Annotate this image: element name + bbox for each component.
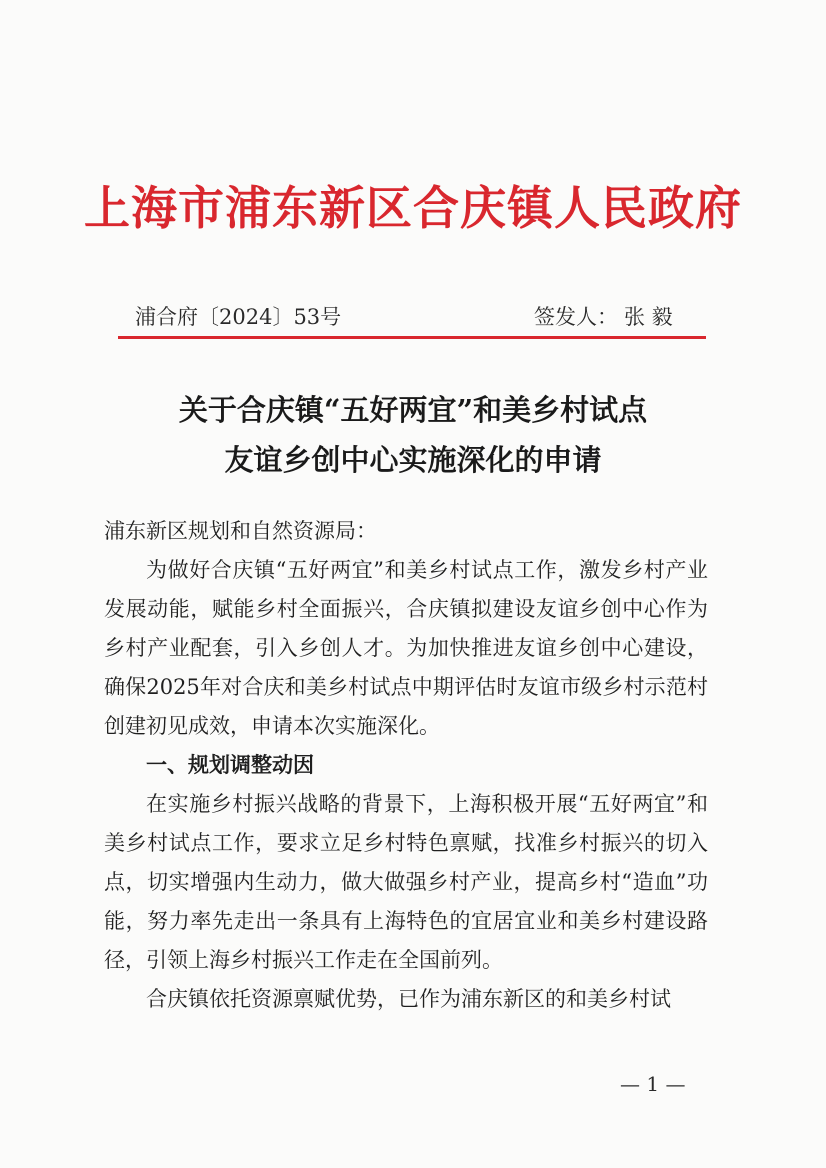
document-number: 浦合府〔2024〕53号 [135, 305, 342, 329]
paragraph-2: 在实施乡村振兴战略的背景下，上海积极开展“五好两宜”和美乡村试点工作，要求立足乡村特色禀赋，找准乡村振兴的切入点，切实增强内生动力，做大做强乡村产业，提高乡村“造血”功能，努力率先走出一条具有上海特色的宜居宜业和美乡村建设路径，引领上海乡村振兴工作走在全国前列。 [104, 792, 708, 972]
signer-field [528, 301, 673, 331]
document-body [104, 512, 708, 1019]
issuing-authority-header: 上海市浦东新区合庆镇人民政府 [84, 181, 742, 235]
page-number: — 1 — [620, 1072, 686, 1096]
red-divider-line [118, 336, 706, 339]
section-heading-1: 一、规划调整动因 [146, 753, 314, 777]
signer-label: 签发人： [534, 305, 618, 329]
document-title [0, 385, 826, 485]
title-line-2: 友谊乡创中心实施深化的申请 [224, 443, 602, 477]
paragraph-3: 合庆镇依托资源禀赋优势，已作为浦东新区的和美乡村试 [146, 987, 671, 1011]
salutation: 浦东新区规划和自然资源局： [104, 519, 377, 543]
signer-name: 张 毅 [624, 305, 673, 329]
paragraph-1: 为做好合庆镇“五好两宜”和美乡村试点工作，激发乡村产业发展动能，赋能乡村全面振兴，合庆镇拟建设友谊乡创中心作为乡村产业配套，引入乡创人才。为加快推进友谊乡创中心建设，确保2025年对合庆和美乡村试点中期评估时友谊市级乡村示范村创建初见成效，申请本次实施深化。 [104, 558, 708, 738]
title-line-1: 关于合庆镇“五好两宜”和美乡村试点 [178, 393, 648, 427]
